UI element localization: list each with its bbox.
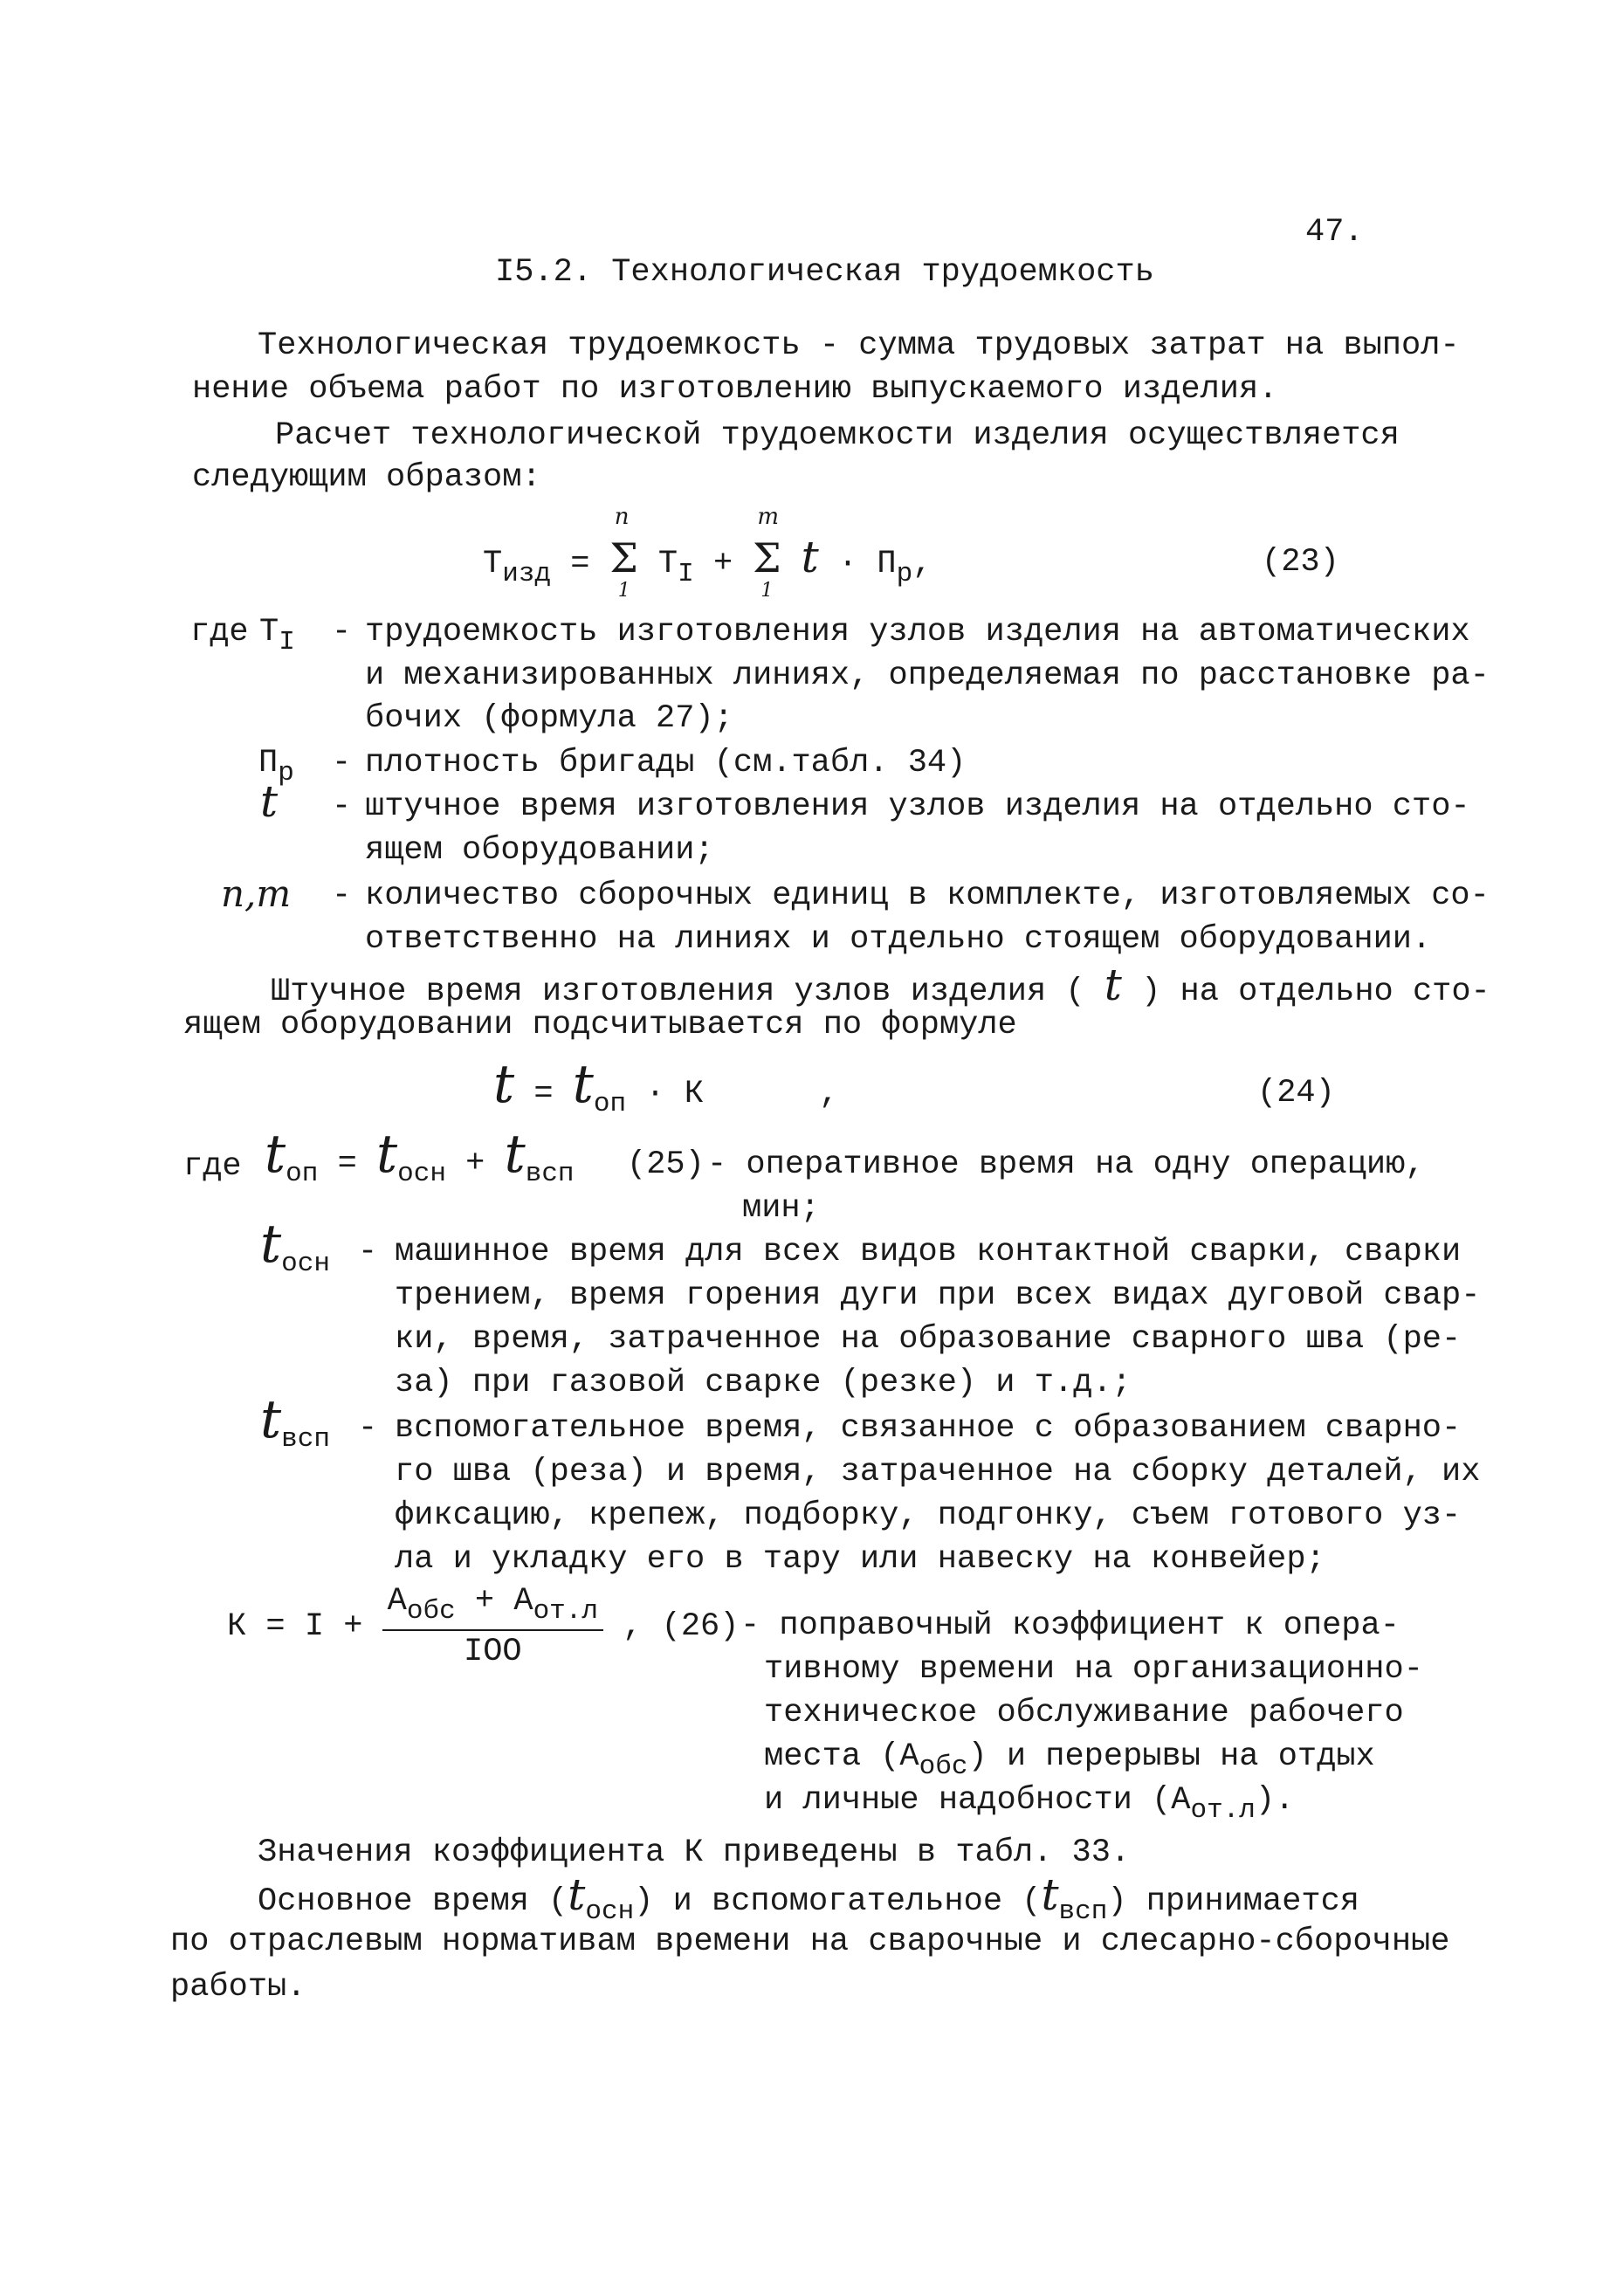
formula-25: $t_{оп} = t_{осн} + t_{всп}$ [265,1124,575,1189]
formula-26-desc-5: и личные надобности $(А_{от.л})$. [764,1782,1295,1826]
def-nm-line-1: количество сборочных единиц в комплекте, изготовляемых со- [365,878,1490,914]
formula-25-number: (25) [627,1146,705,1183]
def-t-line-1: штучное время изготовления узлов изделия на отдельно сто- [365,788,1470,825]
sum-m-symbol: Σ m 1 [753,504,781,602]
def-vsp-symbol: $t_{всп}$ [260,1389,330,1455]
def-osn-line-1: машинное время для всех видов контактной сварки, сварки [395,1234,1462,1270]
closing-line-1: Значения коэффициента К приведены в табл. 33. [258,1834,1131,1871]
def-t-dash: - [332,788,352,825]
def-ti-line-3: бочих (формула 27); [365,700,733,737]
formula-26-desc-4: места $(А_{обс})$ и перерывы на отдых [764,1738,1375,1782]
closing-line-2: Основное время $(t_{осн})$ и вспомогательное $(t_{всп})$ принимается [258,1869,1360,1927]
def-t-line-2: ящем оборудовании; [365,832,714,869]
def-ti-symbol: $Т_I$ [259,614,295,657]
formula-23-lhs: Т [483,546,503,582]
formula-25-desc-1: - оперативное время на одну операцию, [707,1146,1425,1183]
piece-line-1: Штучное время изготовления узлов изделия ( t ) на отдельно сто- [271,960,1490,1010]
def-osn-line-3: ки, время, затраченное на образование сварного шва (ре- [395,1321,1462,1358]
formula-26-desc-3: техническое обслуживание рабочего [764,1695,1404,1731]
def-t-symbol: t [260,776,279,827]
intro-line-1: Технологическая трудоемкость - сумма трудовых затрат на выпол- [258,327,1460,364]
def-osn-dash: - [358,1234,378,1270]
piece-line-2: ящем оборудовании подсчитывается по формуле [183,1007,1017,1043]
formula-26-desc-2: тивному времени на организационно- [764,1651,1423,1688]
intro-line-3: Расчет технологической трудоемкости изделия осуществляется [275,417,1400,454]
def-osn-line-4: за) при газовой сварке (резке) и т.д.; [395,1365,1132,1401]
def-osn-line-2: трением, время горения дуги при всех видах дуговой свар- [395,1277,1481,1314]
intro-line-4: следующим образом: [192,459,541,496]
closing-line-3: по отраслевым нормативам времени на сварочные и слесарно-сборочные [170,1924,1450,1960]
section-title: I5.2. Технологическая трудоемкость [495,254,1154,291]
formula-23: $Т_{изд} = \Sigma$ n 1 $Т_I + \Sigma$ m 1 $t \cdot П_р$, [483,504,932,602]
closing-line-4: работы. [170,1969,306,2006]
def-vsp-line-4: ла и укладку его в тару или навеску на конвейер; [395,1541,1325,1578]
def-vsp-dash: - [358,1410,378,1447]
formula-23-number: (23) [1262,544,1339,581]
formula-26-fraction: $\frac{А_{обс} + А_{от.л}}{\text{IOO}}$ [382,1580,603,1673]
def-ti-dash: - [332,614,352,650]
def-ti-line-2: и механизированных линиях, определяемая по расстановке ра- [365,657,1490,694]
formula-26-desc-1: - поправочный коэффициент к опера- [740,1607,1400,1644]
def-pr-line-1: плотность бригады (см.табл. 34) [365,745,967,781]
formula-24-number: (24) [1257,1075,1335,1112]
def-ti-line-1: трудоемкость изготовления узлов изделия на автоматических [365,614,1470,650]
def-nm-dash: - [332,878,352,914]
def-nm-symbol: n,m [221,872,292,915]
def-pr-dash: - [332,745,352,781]
sum-n-symbol: Σ n 1 [609,504,638,602]
def-vsp-line-3: фиксацию, крепеж, подборку, подгонку, съем готового уз- [395,1497,1462,1534]
def-vsp-line-1: вспомогательное время, связанное с образованием сварно- [395,1410,1462,1447]
formula-25-gde: где [183,1148,242,1185]
def-gde: где [190,614,249,650]
formula-24: $t = t_{оп} \cdot К$ , [493,1054,839,1119]
formula-25-desc-2: мин; [742,1190,820,1227]
def-pr-symbol: $П_р$ [258,745,294,788]
def-osn-symbol: $t_{осн}$ [260,1214,330,1279]
page-number: 47. [1305,214,1364,251]
def-vsp-line-2: го шва (реза) и время, затраченное на сборку деталей, их [395,1454,1481,1490]
intro-line-2: нение объема работ по изготовлению выпускаемого изделия. [192,371,1278,408]
def-nm-line-2: ответственно на линиях и отдельно стоящем оборудовании. [365,921,1432,958]
formula-26: К = I + $\frac{А_{обс} + А_{от.л}}{\text{IOO}}$ , (26) [227,1580,739,1673]
